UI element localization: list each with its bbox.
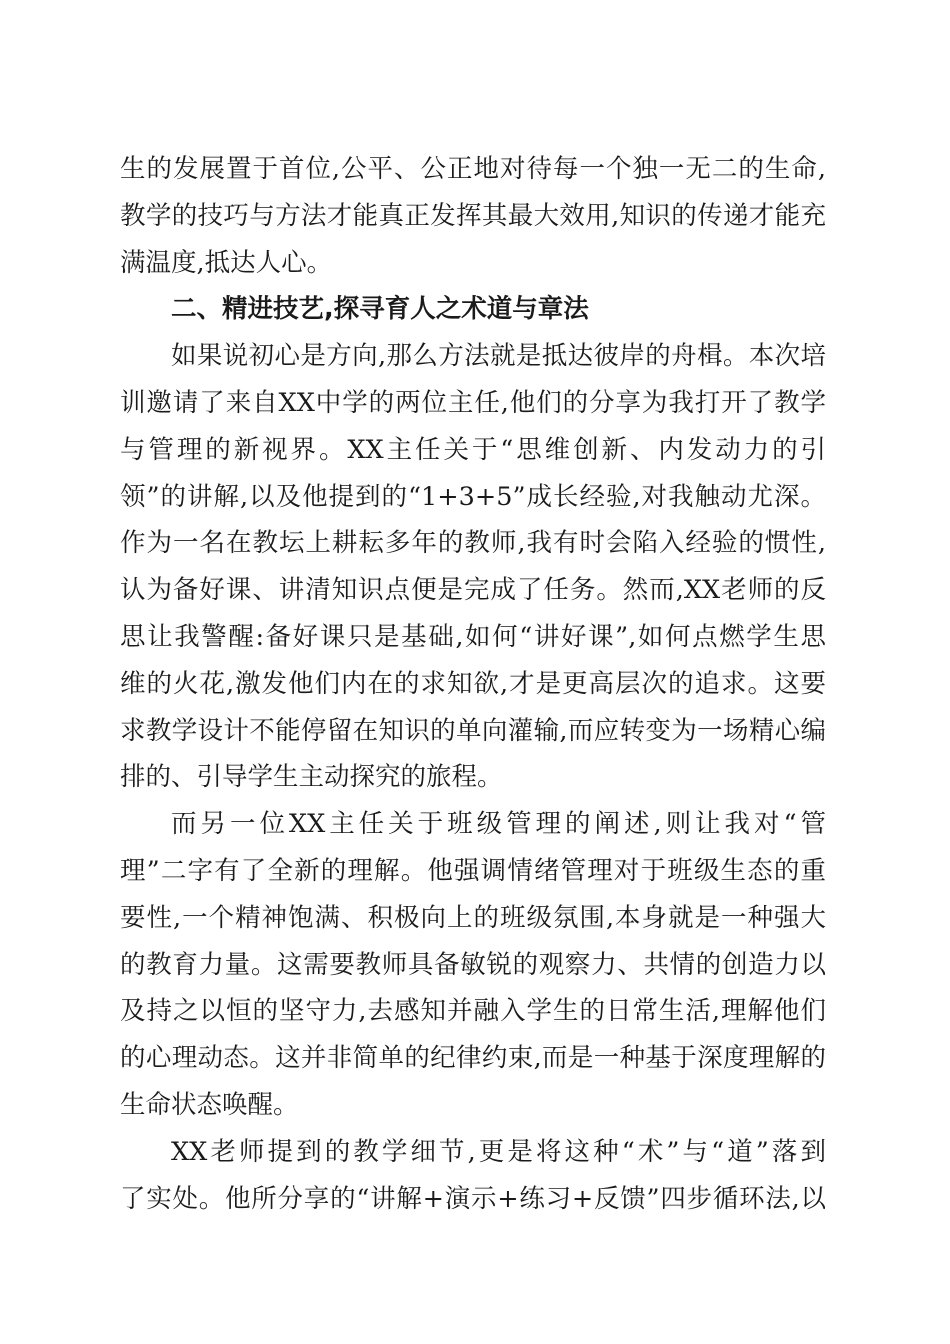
text-line: 领”的讲解,以及他提到的“1+3+5”成长经验,对我触动尤深。 <box>120 481 826 512</box>
text-line: 的教育力量。这需要教师具备敏锐的观察力、共情的创造力以 <box>120 949 826 980</box>
document-body <box>120 146 826 1222</box>
paragraph-continuation <box>120 146 826 286</box>
section-heading-text: 二、精进技艺,探寻育人之术道与章法 <box>171 294 589 325</box>
paragraph-teaching-details <box>120 1129 826 1223</box>
paragraph-methods <box>120 333 826 801</box>
text-line: 及持之以恒的坚守力,去感知并融入学生的日常生活,理解他们 <box>120 996 826 1027</box>
paragraph-class-management <box>120 801 826 1129</box>
text-line: 教学的技巧与方法才能真正发挥其最大效用,知识的传递才能充 <box>120 200 826 231</box>
text-line: XX老师提到的教学细节,更是将这种“术”与“道”落到 <box>171 1136 826 1167</box>
text-line: 生的发展置于首位,公平、公正地对待每一个独一无二的生命, <box>120 154 826 184</box>
text-line: 训邀请了来自XX中学的两位主任,他们的分享为我打开了教学 <box>120 387 826 418</box>
section-heading <box>120 286 826 333</box>
text-line: 了实处。他所分享的“讲解+演示+练习+反馈”四步循环法,以 <box>120 1183 826 1214</box>
text-line: 思让我警醒:备好课只是基础,如何“讲好课”,如何点燃学生思 <box>120 621 826 652</box>
text-line: 理”二字有了全新的理解。他强调情绪管理对于班级生态的重 <box>120 855 826 886</box>
text-line: 满温度,抵达人心。 <box>120 247 333 278</box>
text-line: 如果说初心是方向,那么方法就是抵达彼岸的舟楫。本次培 <box>171 341 826 372</box>
text-line: 排的、引导学生主动探究的旅程。 <box>120 762 503 793</box>
text-line: 维的火花,激发他们内在的求知欲,才是更高层次的追求。这要 <box>120 668 826 699</box>
text-line: 而另一位XX主任关于班级管理的阐述,则让我对“管 <box>171 809 826 840</box>
text-line: 与管理的新视界。XX主任关于“思维创新、内发动力的引 <box>120 434 826 465</box>
text-line: 认为备好课、讲清知识点便是完成了任务。然而,XX老师的反 <box>120 575 826 606</box>
text-line: 求教学设计不能停留在知识的单向灌输,而应转变为一场精心编 <box>120 715 826 746</box>
text-line: 要性,一个精神饱满、积极向上的班级氛围,本身就是一种强大 <box>120 902 826 933</box>
text-line: 的心理动态。这并非简单的纪律约束,而是一种基于深度理解的 <box>120 1043 826 1074</box>
text-line: 作为一名在教坛上耕耘多年的教师,我有时会陷入经验的惯性, <box>120 528 826 559</box>
text-line: 生命状态唤醒。 <box>120 1089 299 1120</box>
